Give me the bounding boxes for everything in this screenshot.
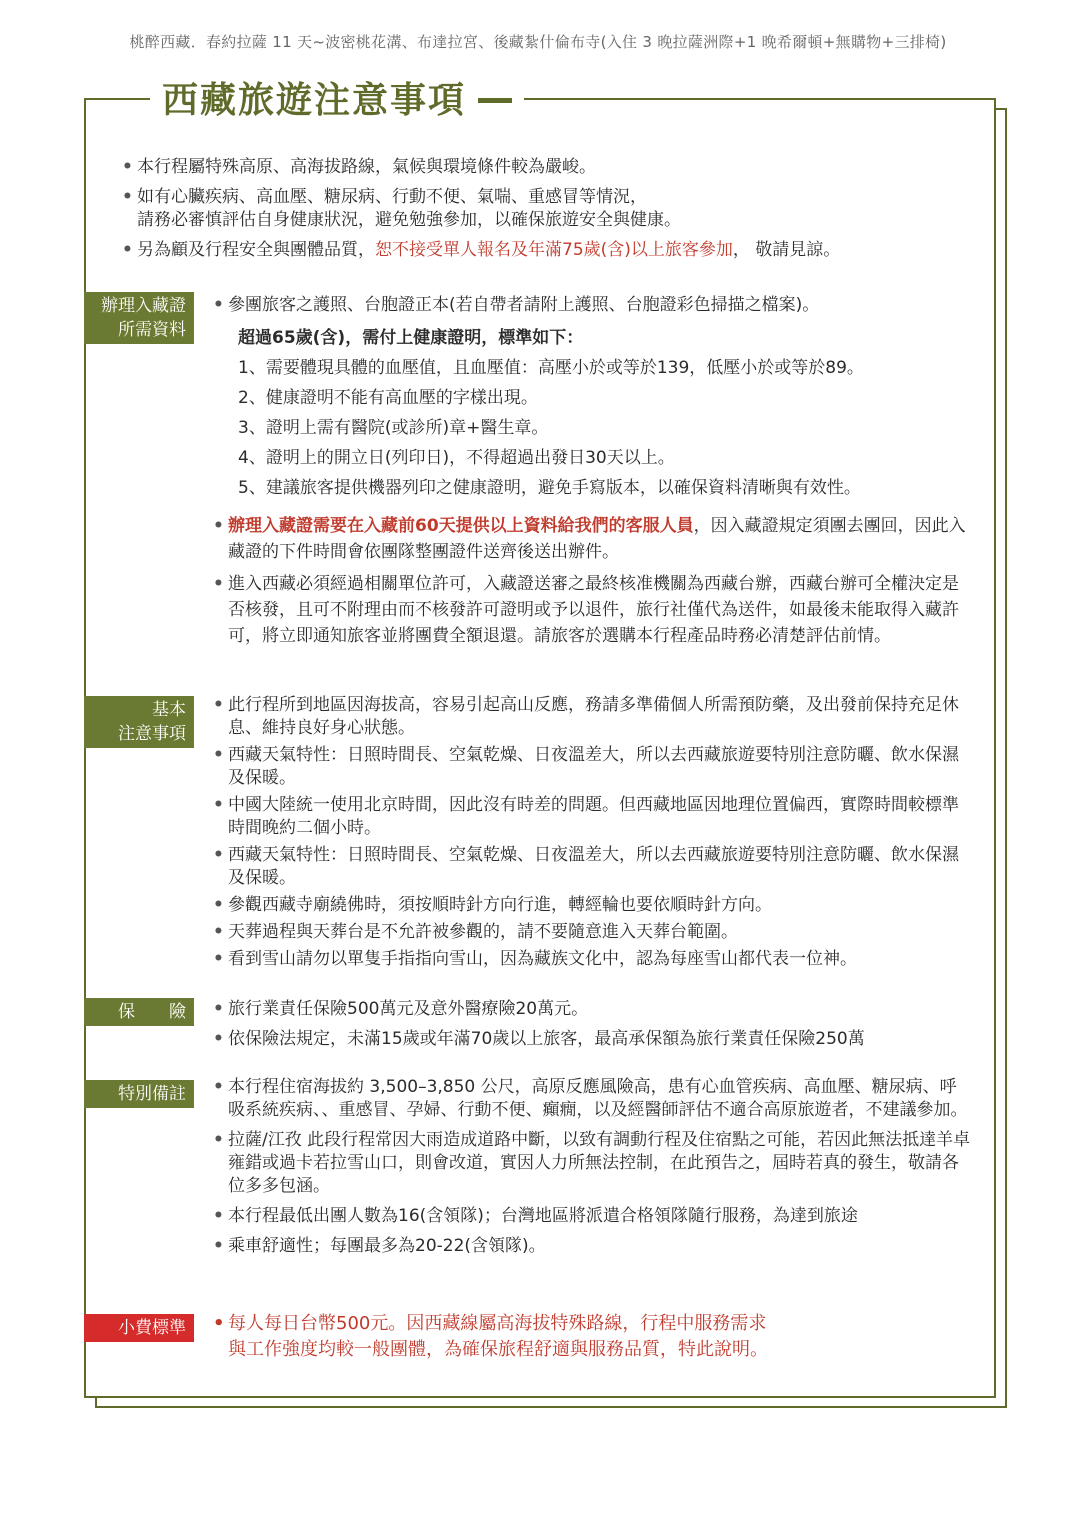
health-rule: 4、證明上的開立日(列印日)，不得超過出發日30天以上。: [238, 448, 675, 468]
list-item: • 如有心臟疾病、高血壓、糖尿病、行動不便、氣喘、重感冒等情況， 請務必審慎評估自身健康狀況，避免勉強參加，以確保旅遊安全與健康。: [122, 187, 681, 230]
health-rule: 2、健康證明不能有高血壓的字樣出現。: [238, 388, 538, 408]
list-item: • 本行程住宿海拔約 3,500–3,850 公尺，高原反應風險高，患有心血管疾病、高血壓、糖尿病、呼吸系統疾病、、重感冒、孕婦、行動不便、癲癇，以及經醫師評估不適合高原旅遊者，不建議參加。: [213, 1077, 968, 1120]
notes-list: [213, 1076, 973, 1258]
health-requirements: [238, 323, 973, 503]
list-item: • 西藏天氣特性：日照時間長、空氣乾燥、日夜溫差大，所以去西藏旅遊要特別注意防曬、飲水保濕及保暖。: [213, 745, 959, 788]
health-heading: 超過65歲(含)，需付上健康證明，標準如下：: [238, 328, 584, 348]
section-label-insurance: 保 險: [84, 998, 194, 1026]
list-item: • 參觀西藏寺廟繞佛時，須按順時針方向行進，轉經輪也要依順時針方向。: [213, 895, 772, 915]
section-label-notes: 特別備註: [84, 1080, 194, 1108]
age-restriction: 恕不接受單人報名及年滿75歲(含)以上旅客參加: [375, 240, 733, 260]
section-label-basics: 基本 注意事項: [84, 696, 194, 748]
health-rule: 1、需要體現具體的血壓值，且血壓值：高壓小於或等於139，低壓小於或等於89。: [238, 358, 864, 378]
list-item: • 乘車舒適性；每團最多為20-22(含領隊)。: [213, 1236, 546, 1256]
list-item: • 此行程所到地區因海拔高，容易引起高山反應，務請多準備個人所需預防藥，及出發前保持充足休息、維持良好身心狀態。: [213, 695, 959, 738]
list-item: • 看到雪山請勿以單隻手指指向雪山，因為藏族文化中，認為每座雪山都代表一位神。: [213, 949, 857, 969]
list-item: • 另為顧及行程安全與團體品質，恕不接受單人報名及年滿75歲(含)以上旅客參加， 敬請見諒。: [122, 240, 841, 260]
list-item: • 天葬過程與天葬台是不允許被參觀的，請不要隨意進入天葬台範圍。: [213, 922, 738, 942]
section-label-tips: 小費標準: [84, 1314, 194, 1342]
list-item: • 中國大陸統一使用北京時間，因此沒有時差的問題。但西藏地區因地理位置偏西，實際時間較標準時間晚約二個小時。: [213, 795, 959, 838]
title-bar: [478, 98, 512, 103]
list-item: • 旅行業責任保險500萬元及意外醫療險20萬元。: [213, 999, 589, 1019]
page-header: 桃醉西藏．春約拉薩 11 天~波密桃花溝、布達拉宮、後藏紮什倫布寺(入住 3 晚拉薩洲際+1 晚希爾頓+無購物+三排椅): [129, 33, 947, 51]
list-item: • 參團旅客之護照、台胞證正本(若自帶者請附上護照、台胞證彩色掃描之檔案)。: [213, 295, 820, 315]
intro-list: [122, 156, 977, 269]
basics-list: [213, 694, 973, 971]
list-item: • 西藏天氣特性：日照時間長、空氣乾燥、日夜溫差大，所以去西藏旅遊要特別注意防曬、飲水保濕及保暖。: [213, 845, 959, 888]
health-rule: 5、建議旅客提供機器列印之健康證明，避免手寫版本，以確保資料清晰與有效性。: [238, 478, 861, 498]
list-item: • 依保險法規定，未滿15歲或年滿70歲以上旅客，最高承保額為旅行業責任保險250萬: [213, 1029, 865, 1049]
list-item: • 拉薩/江孜 此段行程常因大雨造成道路中斷，以致有調動行程及住宿點之可能，若因此無法抵達羊卓雍錯或過卡若拉雪山口，則會改道，實因人力所無法控制，在此預告之，屆時若真的發生，敬請各位多多包涵。: [213, 1130, 971, 1196]
page-title: 西藏旅遊注意事項: [162, 80, 467, 121]
list-item: • 本行程最低出團人數為16(含領隊)；台灣地區將派遣合格領隊隨行服務，為達到旅途: [213, 1206, 858, 1226]
title-block: [150, 72, 524, 123]
list-item: • 本行程屬特殊高原、高海拔路線，氣候與環境條件較為嚴峻。: [122, 157, 596, 177]
list-item: • 每人每日台幣500元。因西藏線屬高海拔特殊路線，行程中服務需求 與工作強度均較一般團體，為確保旅程舒適與服務品質，特此說明。: [213, 1313, 768, 1360]
tips-list: [213, 1311, 973, 1363]
health-rule: 3、證明上需有醫院(或診所)章+醫生章。: [238, 418, 549, 438]
list-item: • 進入西藏必須經過相關單位許可，入藏證送審之最終核准機關為西藏台辦，西藏台辦可全權決定是否核發，且可不附理由而不核發許可證明或予以退件，旅行社僅代為送件，如最後未能取得入藏許可，將立即通知旅客並將團費全額退還。請旅客於選購本行程產品時務必清楚評估前情。: [213, 574, 959, 646]
list-item: • 辦理入藏證需要在入藏前60天提供以上資料給我們的客服人員，因入藏證規定須團去團回，因此入藏證的下件時間會依團隊整團證件送齊後送出辦件。: [213, 516, 966, 562]
insurance-list: [213, 998, 973, 1051]
permit-list: [213, 294, 973, 649]
section-label-permit: 辦理入藏證 所需資料: [84, 292, 194, 344]
